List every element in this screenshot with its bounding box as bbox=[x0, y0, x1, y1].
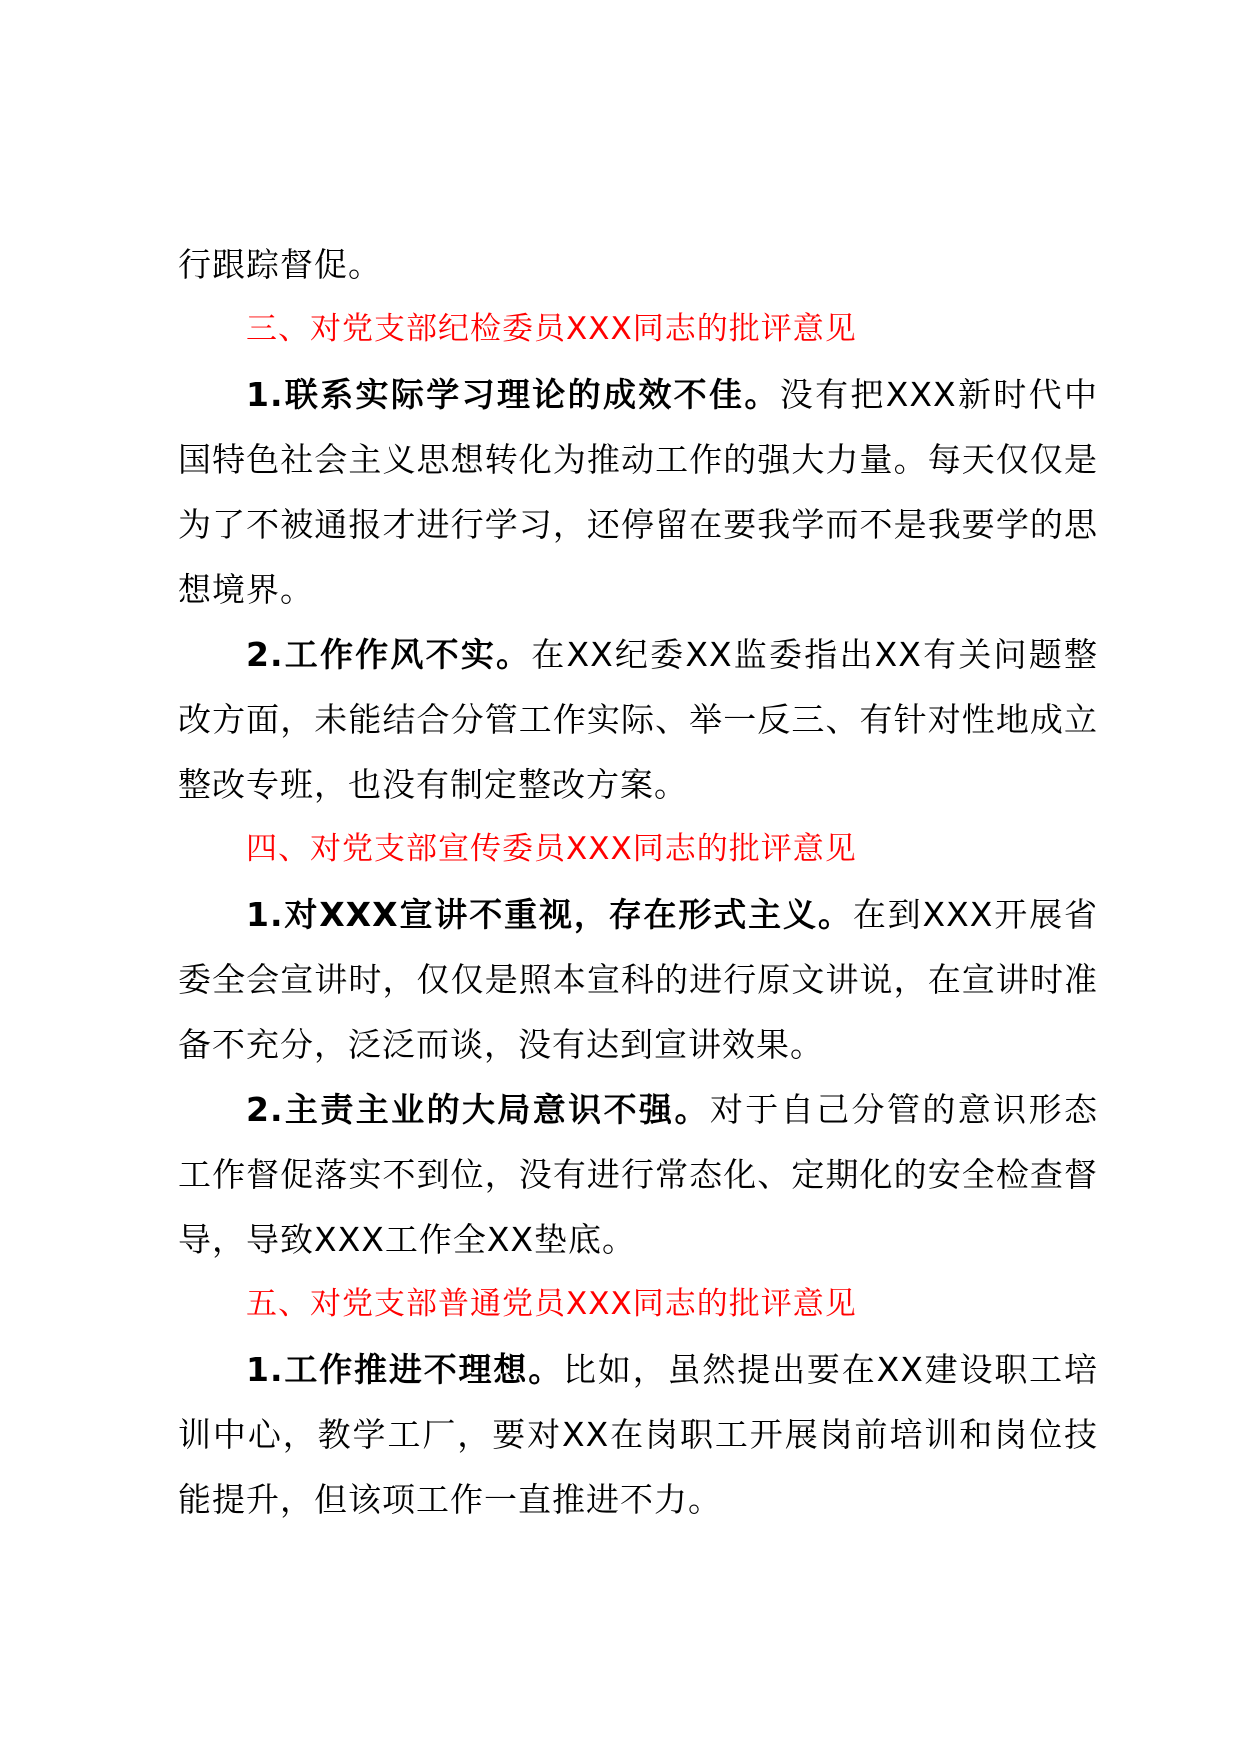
paragraph-text: 在XX纪委XX监委指出XX有关问题整改方面，未能结合分管工作实际、举一反三、有针对性地成立整改专班，也没有制定整改方案。 bbox=[178, 635, 1098, 804]
section-heading-5: 五、对党支部普通党员XXX同志的批评意见 bbox=[246, 1286, 857, 1322]
paragraph-text: 对于自己分管的意识形态工作督促落实不到位，没有进行常态化、定期化的安全检查督导，导致XXX工作全XX垫底。 bbox=[178, 1090, 1099, 1259]
paragraph-lead: 1.联系实际学习理论的成效不佳。 bbox=[246, 375, 780, 414]
paragraph-text: 没有把XXX新时代中国特色社会主义思想转化为推动工作的强大力量。每天仅仅是为了不被通报才进行学习，还停留在要我学而不是我要学的思想境界。 bbox=[178, 375, 1098, 609]
document-page bbox=[178, 232, 1098, 1532]
paragraph-lead: 1.对XXX宣讲不重视，存在形式主义。 bbox=[246, 895, 853, 934]
paragraph-text: 在到XXX开展省委全会宣讲时，仅仅是照本宣科的进行原文讲说，在宣讲时准备不充分，泛泛而谈，没有达到宣讲效果。 bbox=[178, 895, 1099, 1064]
paragraph-4-2 bbox=[178, 1077, 1098, 1272]
paragraph-lead: 2.主责主业的大局意识不强。 bbox=[246, 1090, 710, 1129]
paragraph-text: 比如，虽然提出要在XX建设职工培训中心，教学工厂，要对XX在岗职工开展岗前培训和岗位技能提升，但该项工作一直推进不力。 bbox=[178, 1350, 1098, 1519]
section-heading-4: 四、对党支部宣传委员XXX同志的批评意见 bbox=[246, 831, 857, 867]
paragraph-lead: 2.工作作风不实。 bbox=[246, 635, 532, 674]
paragraph-5-1 bbox=[178, 1337, 1098, 1532]
paragraph-3-2 bbox=[178, 622, 1098, 817]
paragraph-lead: 1.工作推进不理想。 bbox=[246, 1350, 564, 1389]
paragraph-3-1 bbox=[178, 362, 1098, 622]
section-heading-3: 三、对党支部纪检委员XXX同志的批评意见 bbox=[246, 311, 857, 347]
paragraph-continuation: 行跟踪督促。 bbox=[178, 245, 382, 284]
paragraph-4-1 bbox=[178, 882, 1098, 1077]
